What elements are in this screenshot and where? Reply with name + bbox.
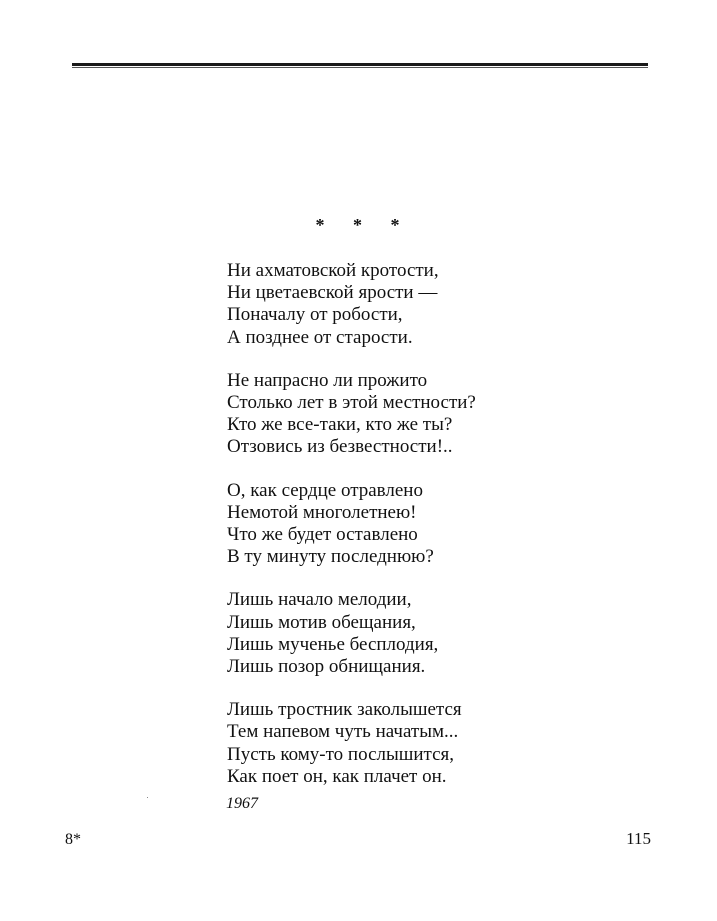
poem-line: Немотой многолетнею! (227, 501, 417, 523)
stanza-4 (227, 589, 667, 678)
print-speck (147, 797, 148, 798)
poem-line: О, как сердце отравлено (227, 479, 423, 501)
poem-line: Не напрасно ли прожито (227, 369, 428, 391)
poem-line: Ни цветаевской ярости — (227, 282, 438, 304)
poem-line: Кто же все-таки, кто же ты? (227, 414, 453, 436)
stanza-5 (227, 699, 667, 788)
poem-line: Как поет он, как плачет он. (227, 765, 447, 787)
poem-line: Лишь мученье бесплодия, (227, 633, 439, 655)
stanza-2 (227, 370, 667, 459)
top-rule (72, 63, 648, 68)
stanza-1 (227, 260, 667, 349)
poem-line: Пусть кому-то послышится, (227, 743, 455, 765)
poem-line: Лишь тростник заколышется (227, 699, 462, 721)
poem-line: Что же будет оставлено (227, 524, 418, 546)
page-number: 115 (626, 829, 651, 848)
poem (227, 260, 667, 809)
section-ornament: * * * (315, 215, 412, 235)
poem-line: Поначалу от робости, (227, 304, 403, 326)
signature-mark: 8* (65, 831, 81, 848)
poem-line: В ту минуту последнюю? (227, 546, 434, 568)
poem-line: А позднее от старости. (227, 326, 413, 348)
poem-line: Тем напевом чуть начатым... (227, 721, 459, 743)
poem-line: Ни ахматовской кротости, (227, 260, 439, 281)
poem-line: Лишь мотив обещания, (227, 611, 416, 633)
top-rule-thick (72, 63, 648, 66)
poem-line: Лишь начало мелодии, (227, 589, 412, 611)
poem-date: 1967 (226, 795, 258, 812)
top-rule-thin (72, 67, 648, 68)
stanza-3 (227, 480, 667, 569)
poem-line: Столько лет в этой местности? (227, 392, 476, 414)
poem-line: Отзовись из безвестности!.. (227, 436, 453, 458)
poem-line: Лишь позор обнищания. (227, 656, 426, 678)
